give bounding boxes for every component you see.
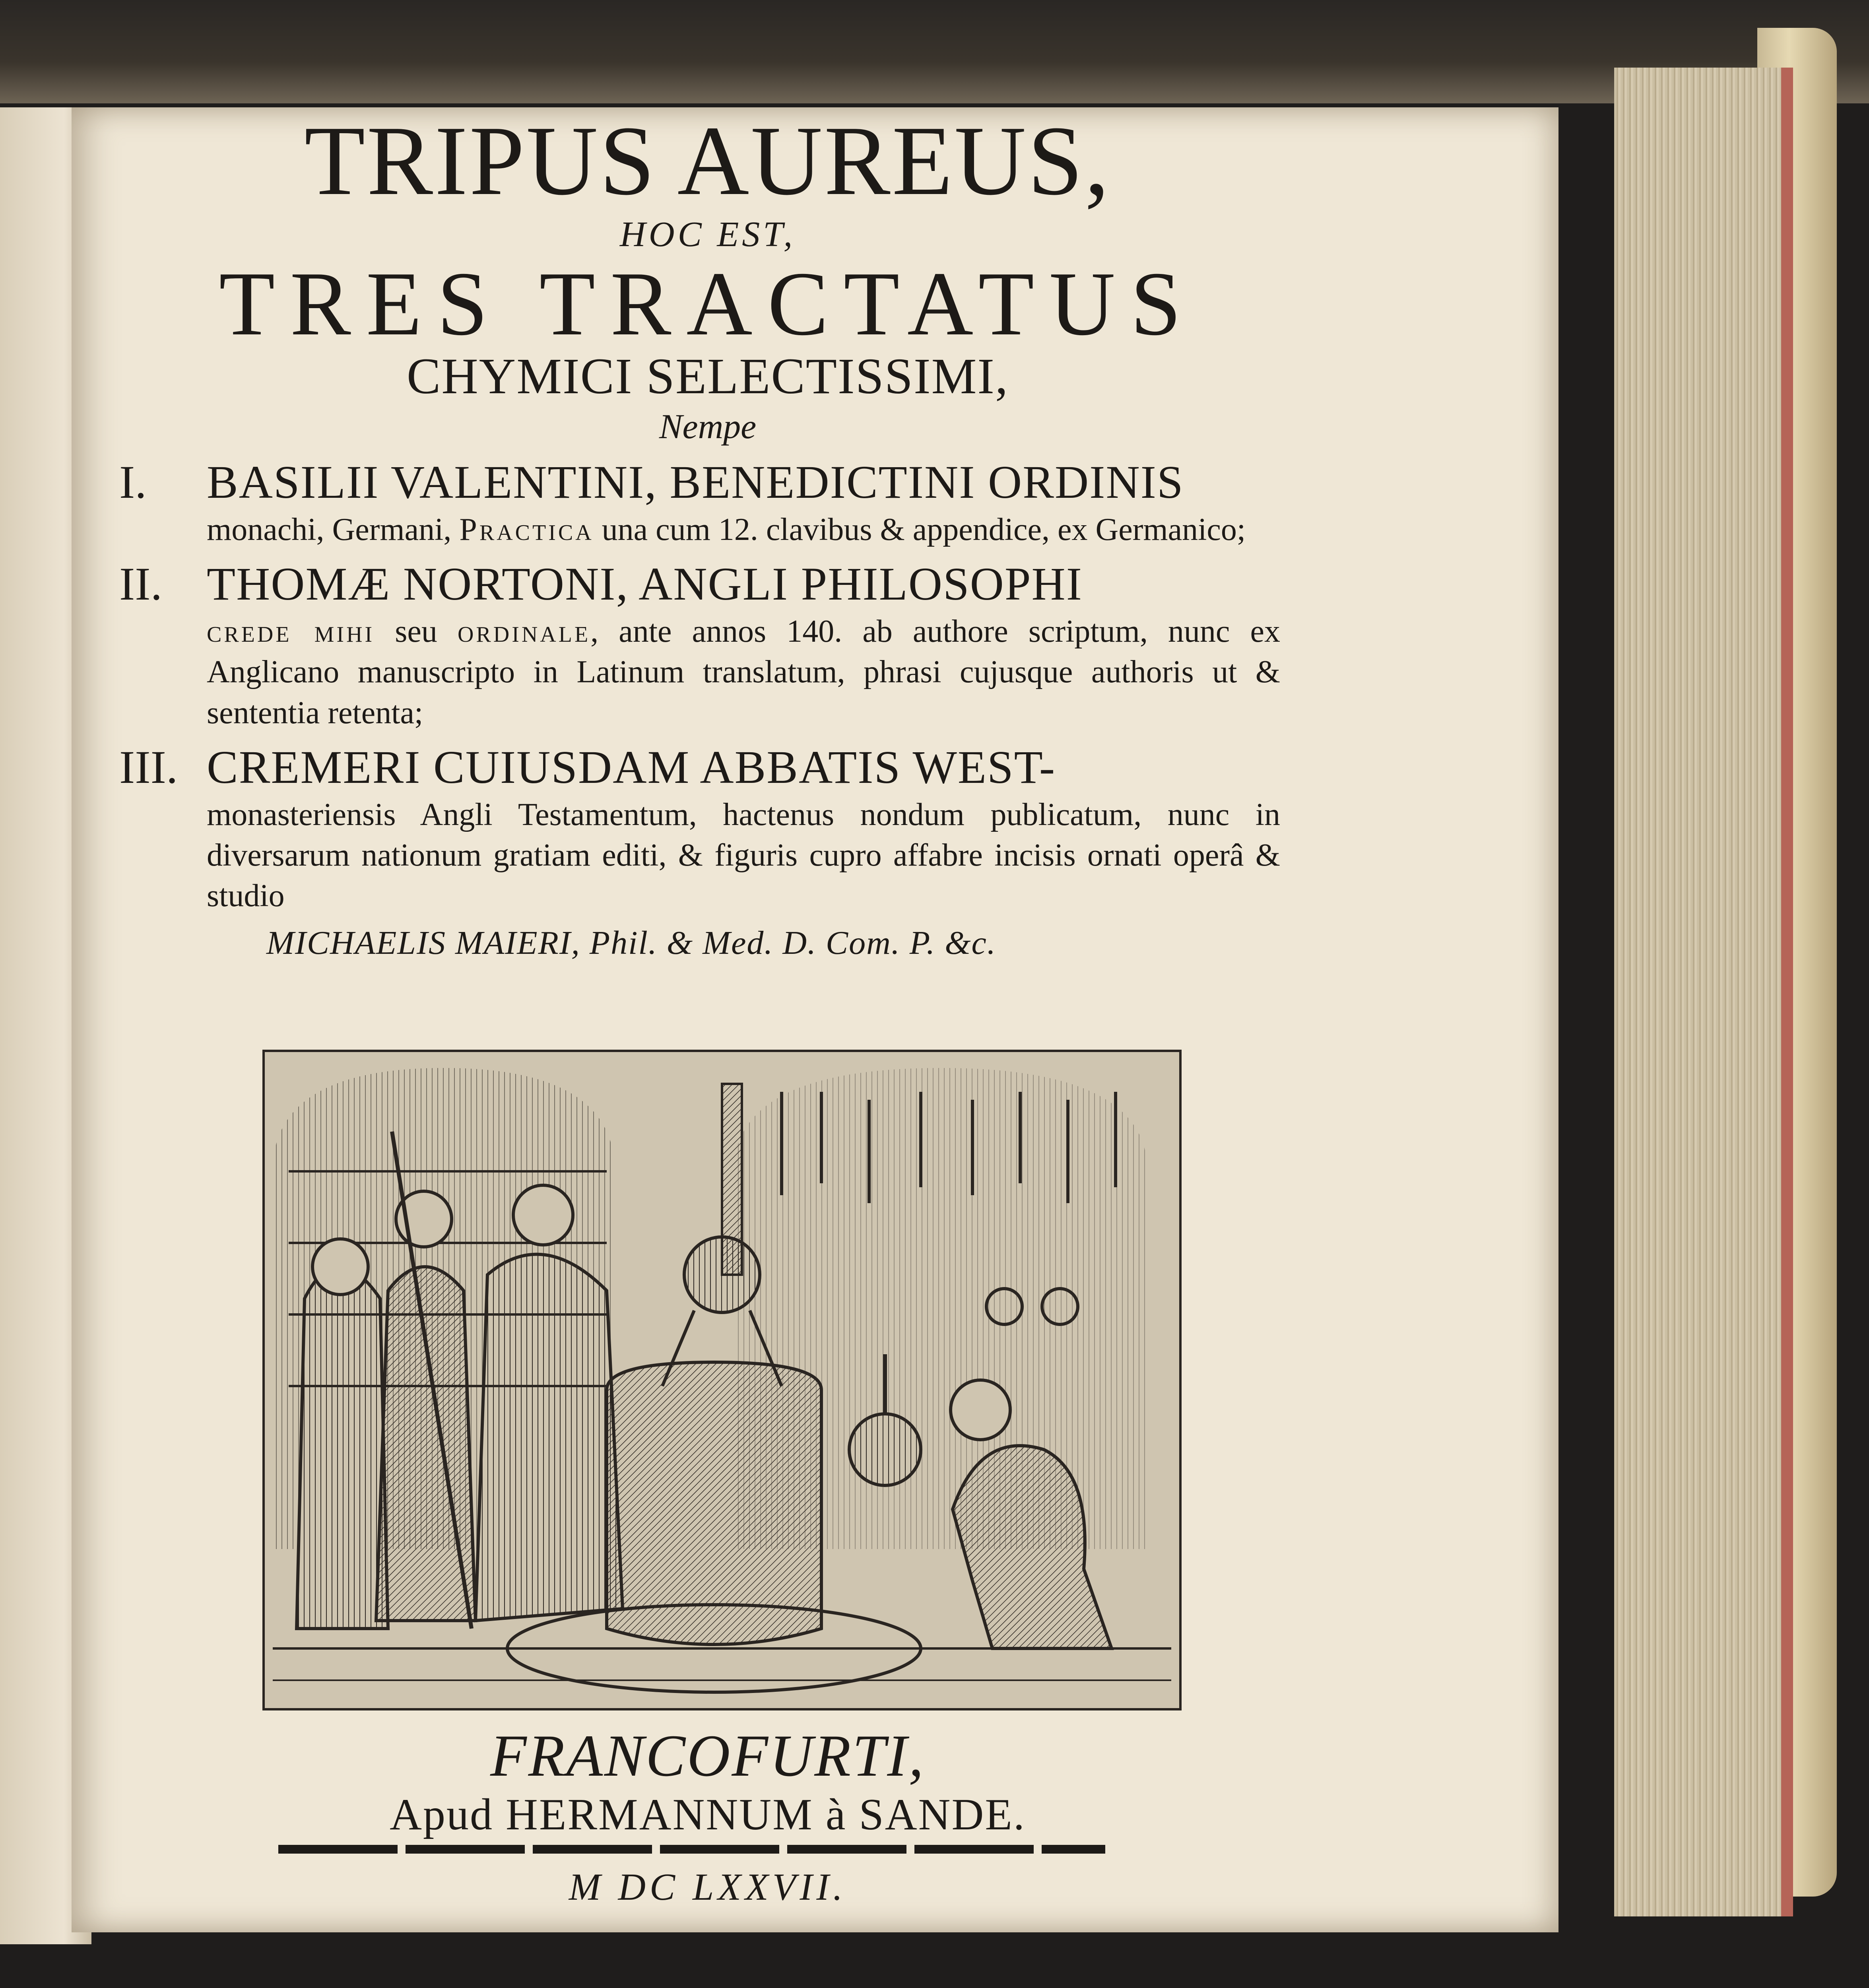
item-smallcaps: crede mihi — [207, 613, 375, 649]
item-text: una cum 12. clavibus & appendice, ex Germanico; — [594, 512, 1246, 547]
item-heading: BASILII VALENTINI, BENEDICTINI ORDINIS — [207, 456, 1184, 508]
item-smallcaps: Practica — [459, 512, 594, 547]
title-text-block — [119, 106, 1281, 962]
title-nempe: Nempe — [659, 408, 757, 447]
item-heading: THOMÆ NORTONI, ANGLI PHILOSOPHI — [207, 558, 1083, 610]
imprint-year: M DC LXXVII. — [569, 1866, 847, 1908]
author-line: MICHAELIS MAIERI, Phil. & Med. D. Com. P. &c. — [266, 924, 996, 961]
item-text: monasteriensis Angli Testamentum, hactenus nondum publicatum, nunc in diversarum nationum gratiam editi, & figuris cupro affabre incisis ornati operâ & studio — [207, 797, 1280, 914]
imprint-place: FRANCOFURTI, — [490, 1723, 925, 1789]
title-tres-tractatus: TRES TRACTATUS — [219, 253, 1197, 354]
item-description — [135, 509, 1280, 550]
page-fore-edge — [1614, 68, 1793, 1916]
treatise-item-3 — [119, 740, 1280, 916]
item-heading: CREMERI CUIUSDAM ABBATIS WEST- — [207, 741, 1056, 793]
item-text: monachi, Germani, — [207, 512, 460, 547]
item-text: , ante annos 140. ab authore scriptum, nunc ex Anglicano manuscripto in Latinum translatum, phrasi cujusque authoris ut & sententia retenta; — [207, 613, 1281, 730]
item-number: III. — [119, 741, 178, 793]
item-description — [135, 611, 1280, 733]
title-chymici: CHYMICI SELECTISSIMI, — [406, 348, 1009, 404]
subtitle-hoc-est: HOC EST, — [619, 215, 796, 254]
imprint-publisher: Apud HERMANNUM à SANDE. — [390, 1790, 1026, 1839]
item-text: seu — [375, 613, 458, 649]
item-number: I. — [119, 456, 147, 508]
treatise-item-1 — [119, 455, 1280, 550]
alchemy-laboratory-engraving — [262, 1050, 1182, 1710]
item-number: II. — [119, 558, 163, 610]
decorative-rule — [278, 1845, 1105, 1854]
item-description — [135, 794, 1280, 916]
main-title: TRIPUS AUREUS, — [304, 106, 1111, 216]
item-smallcaps: ordinale — [457, 613, 591, 649]
book-cover-top — [0, 0, 1869, 103]
treatise-item-2 — [119, 557, 1281, 733]
engraving-illustration — [265, 1052, 1179, 1708]
